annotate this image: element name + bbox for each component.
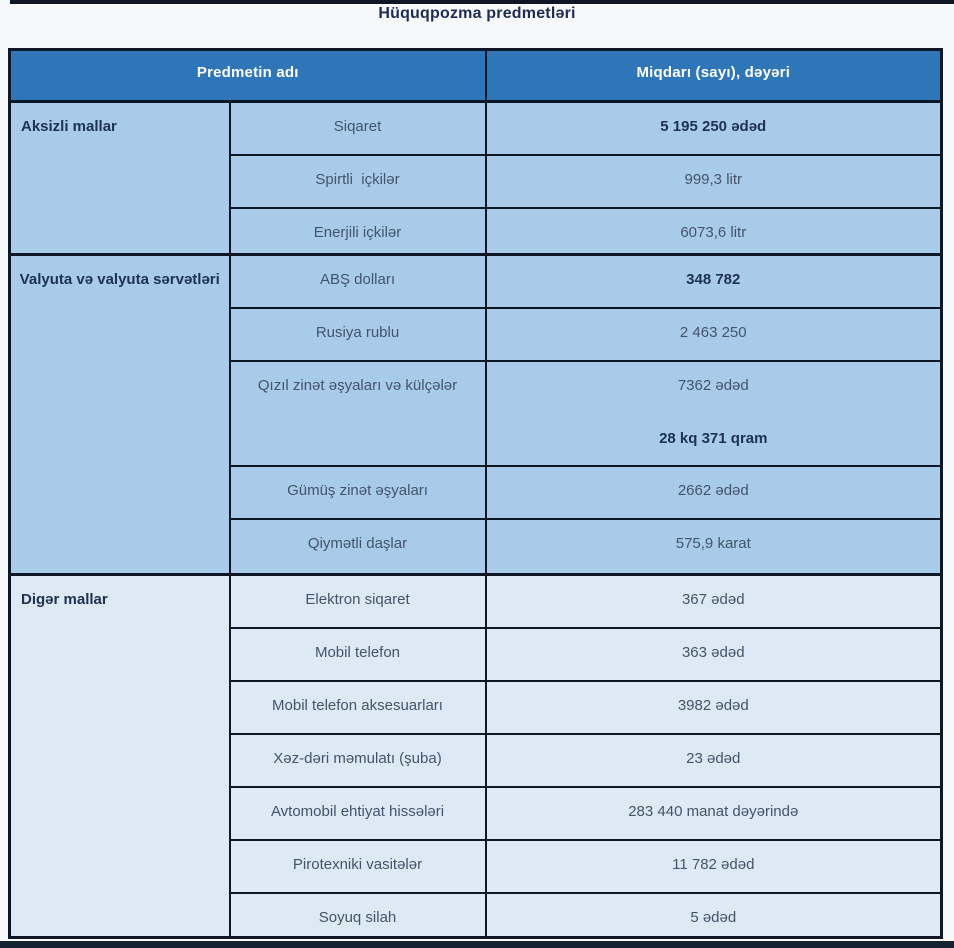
item-name: Rusiya rublu: [230, 308, 486, 361]
item-value: 283 440 manat dəyərində: [486, 787, 942, 840]
item-value: [486, 361, 942, 466]
item-value: 575,9 karat: [486, 519, 942, 575]
bottom-divider: [0, 941, 954, 948]
item-name: Spirtli içkilər: [230, 155, 486, 208]
item-value: 11 782 ədəd: [486, 840, 942, 893]
item-name: Gümüş zinət əşyaları: [230, 466, 486, 519]
item-name: Siqaret: [230, 102, 486, 155]
offense-items-table-wrap: [8, 48, 943, 939]
table-row: [10, 255, 942, 308]
item-value: 348 782: [486, 255, 942, 308]
item-name: Mobil telefon: [230, 628, 486, 681]
item-value: 5 ədəd: [486, 893, 942, 938]
item-value-line1: 7362 ədəd: [677, 376, 749, 394]
group-label-excise-goods: Aksizli mallar: [10, 102, 230, 255]
item-name: Pirotexniki vasitələr: [230, 840, 486, 893]
table-row: [10, 102, 942, 155]
item-name: Avtomobil ehtiyat hissələri: [230, 787, 486, 840]
column-header-item-name: Predmetin adı: [10, 50, 486, 102]
item-value: 5 195 250 ədəd: [486, 102, 942, 155]
table-row: [10, 575, 942, 628]
item-name: Xəz-dəri məmulatı (şuba): [230, 734, 486, 787]
page-title: Hüquqpozma predmetləri: [378, 5, 576, 22]
item-name: ABŞ dolları: [230, 255, 486, 308]
item-name: Elektron siqaret: [230, 575, 486, 628]
item-name: Qızıl zinət əşyaları və külçələr: [230, 361, 486, 466]
column-header-quantity: Miqdarı (sayı), dəyəri: [486, 50, 942, 102]
header-row: [10, 50, 942, 102]
item-value-line2: 28 kq 371 qram: [659, 429, 768, 447]
item-value: 999,3 litr: [486, 155, 942, 208]
item-value: 363 ədəd: [486, 628, 942, 681]
item-value: 3982 ədəd: [486, 681, 942, 734]
top-divider: [10, 0, 954, 4]
group-label-other-goods: Digər mallar: [10, 575, 230, 938]
item-value: 6073,6 litr: [486, 208, 942, 255]
offense-items-table: [8, 48, 943, 939]
item-name: Qiymətli daşlar: [230, 519, 486, 575]
item-name: Soyuq silah: [230, 893, 486, 938]
item-value: 23 ədəd: [486, 734, 942, 787]
item-value: 2662 ədəd: [486, 466, 942, 519]
item-value: 2 463 250: [486, 308, 942, 361]
item-value: 367 ədəd: [486, 575, 942, 628]
item-name: Enerjili içkilər: [230, 208, 486, 255]
item-name: Mobil telefon aksesuarları: [230, 681, 486, 734]
group-label-currency: Valyuta və valyuta sərvətləri: [10, 255, 230, 575]
